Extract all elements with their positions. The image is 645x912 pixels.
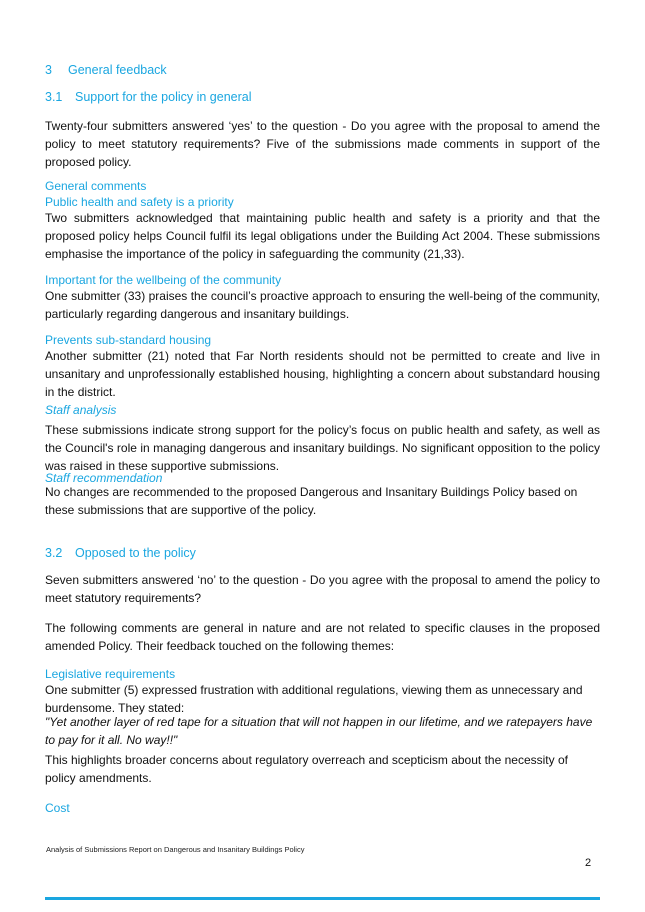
- wellbeing-paragraph: One submitter (33) praises the council’s proactive approach to ensuring the well-being of the community, particularly regarding dangerous and insanitary buildings.: [45, 289, 600, 321]
- subsection-heading-3-2: [45, 545, 600, 561]
- section-title: General feedback: [68, 63, 167, 77]
- staff-recommendation-paragraph: No changes are recommended to the proposed Dangerous and Insanitary Buildings Policy based on these submissions that are supportive of the policy.: [45, 485, 578, 517]
- opposed-intro-paragraph: Seven submitters answered ‘no’ to the question - Do you agree with the proposal to amend the policy to meet statutory requirements?: [45, 573, 600, 605]
- section-number: 3: [45, 63, 52, 77]
- legislative-paragraph: One submitter (5) expressed frustration with additional regulations, viewing them as unnecessary and burdensome. They stated:: [45, 683, 583, 715]
- staff-analysis-heading: Staff analysis: [45, 403, 117, 417]
- subsection-title: Opposed to the policy: [75, 546, 196, 560]
- section-heading: [45, 62, 600, 78]
- public-health-heading: Public health and safety is a priority: [45, 195, 234, 209]
- subsection-heading-3-1: [45, 89, 600, 105]
- housing-heading: Prevents sub-standard housing: [45, 333, 212, 347]
- subsection-number: 3.2: [45, 546, 63, 560]
- footer-rule: [45, 897, 600, 900]
- staff-recommendation-heading: Staff recommendation: [45, 471, 163, 485]
- subsection-title: Support for the policy in general: [75, 90, 252, 104]
- legislative-quote: "Yet another layer of red tape for a situation that will not happen in our lifetime, and we ratepayers have to pay for it all. No way!!": [45, 715, 593, 747]
- cost-heading: Cost: [45, 801, 70, 815]
- housing-paragraph: Another submitter (21) noted that Far North residents should not be permitted to create and live in unsanitary and unprofessionally established housing, highlighting a concern about substandard housing in the district.: [45, 349, 600, 399]
- wellbeing-heading: Important for the wellbeing of the community: [45, 273, 282, 287]
- themes-intro-paragraph: The following comments are general in nature and are not related to specific clauses in the proposed amended Policy. Their feedback touched on the following themes:: [45, 621, 600, 653]
- general-comments-heading: General comments: [45, 179, 147, 193]
- subsection-number: 3.1: [45, 90, 63, 104]
- legislative-summary: This highlights broader concerns about regulatory overreach and scepticism about the necessity of policy amendments.: [45, 753, 568, 785]
- footer-text: Analysis of Submissions Report on Dangerous and Insanitary Buildings Policy: [46, 845, 305, 854]
- page-number: 2: [585, 857, 592, 869]
- public-health-paragraph: Two submitters acknowledged that maintaining public health and safety is a priority and that the proposed policy helps Council fulfil its legal obligations under the Building Act 2004. These submissions emphasise the importance of the policy in safeguarding the community (21,33).: [45, 211, 600, 261]
- legislative-heading: Legislative requirements: [45, 667, 176, 681]
- support-intro-paragraph: Twenty-four submitters answered ‘yes’ to the question - Do you agree with the proposal to amend the policy to meet statutory requirements? Five of the submissions made comments in support of the proposed policy.: [45, 119, 600, 169]
- staff-analysis-paragraph: These submissions indicate strong support for the policy’s focus on public health and safety, as well as the Council's role in managing dangerous and insanitary buildings. No significant opposition to the policy was raised in these supportive submissions.: [45, 423, 600, 473]
